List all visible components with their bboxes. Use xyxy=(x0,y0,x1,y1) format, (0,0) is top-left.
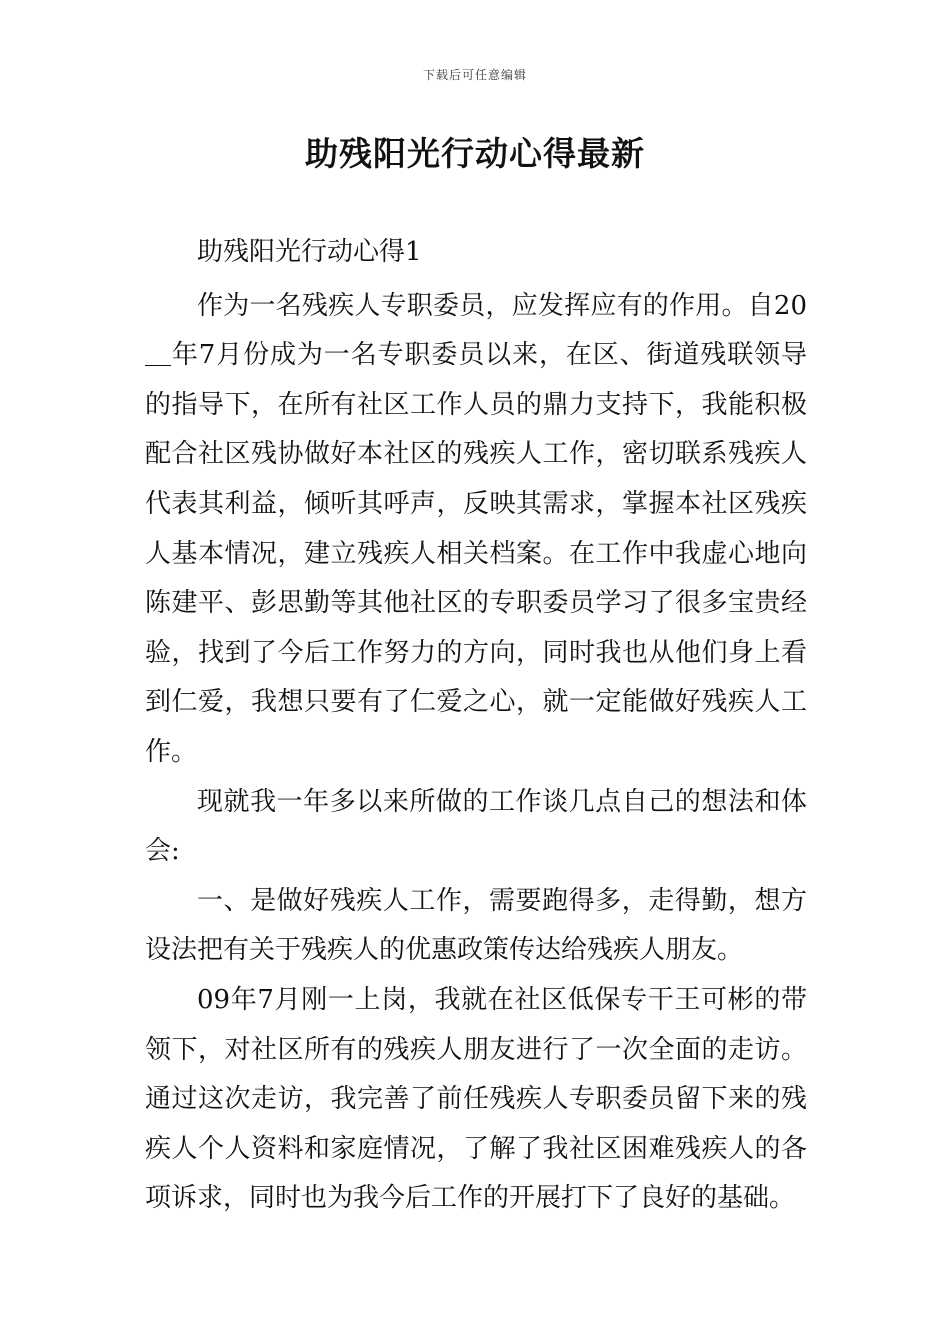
paragraph: 现就我一年多以来所做的工作谈几点自己的想法和体会: xyxy=(145,786,807,867)
page-title: 助残阳光行动心得最新 xyxy=(305,134,645,173)
section-heading: 助残阳光行动心得1 xyxy=(197,237,422,267)
document-body xyxy=(145,228,807,1224)
paragraph: 一、是做好残疾人工作，需要跑得多，走得勤，想方设法把有关于残疾人的优惠政策传达给残疾人朋友。 xyxy=(145,885,807,966)
paragraph: 09年7月刚一上岗，我就在社区低保专干王可彬的带领下，对社区所有的残疾人朋友进行了一次全面的走访。通过这次走访，我完善了前任残疾人专职委员留下来的残疾人个人资料和家庭情况，了解了我社区困难残疾人的各项诉求，同时也为我今后工作的开展打下了良好的基础。 xyxy=(145,984,807,1214)
paragraph: 作为一名残疾人专职委员，应发挥应有的作用。自20＿年7月份成为一名专职委员以来，在区、街道残联领导的指导下，在所有社区工作人员的鼎力支持下，我能积极配合社区残协做好本社区的残疾人工作，密切联系残疾人代表其利益，倾听其呼声，反映其需求，掌握本社区残疾人基本情况，建立残疾人相关档案。在工作中我虚心地向陈建平、彭思勤等其他社区的专职委员学习了很多宝贵经验，找到了今后工作努力的方向，同时我也从他们身上看到仁爱，我想只要有了仁爱之心，就一定能做好残疾人工作。 xyxy=(145,290,807,767)
header-note: 下载后可任意编辑 xyxy=(422,68,527,82)
